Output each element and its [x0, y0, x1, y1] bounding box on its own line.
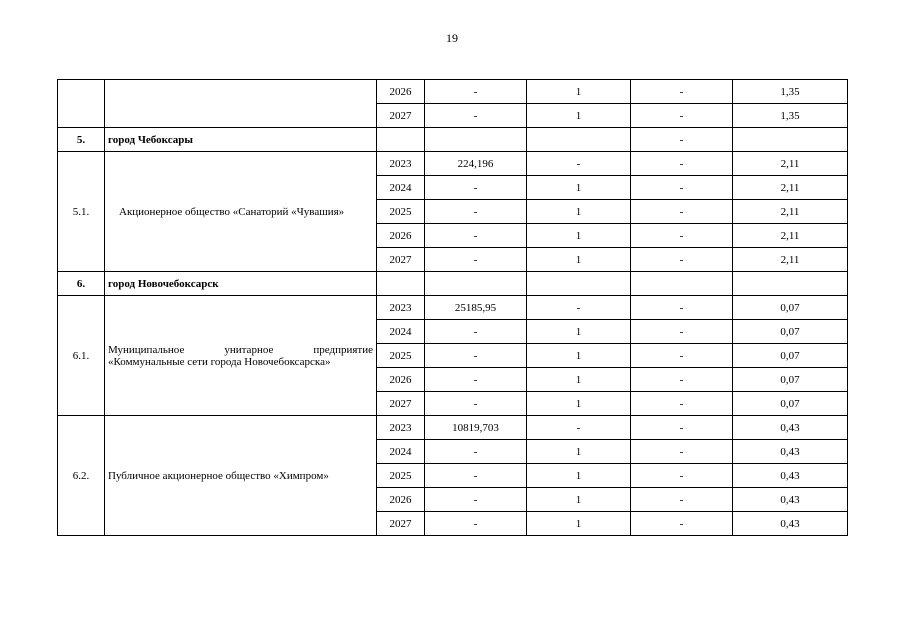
entry-name: Публичное акционерное общество «Химпром»: [105, 416, 377, 536]
value-cell: 1: [527, 512, 631, 536]
year-cell: 2024: [377, 176, 425, 200]
value-cell: 1: [527, 224, 631, 248]
volume-cell: -: [425, 464, 527, 488]
value-cell: 1: [527, 488, 631, 512]
value-cell: 0,43: [733, 488, 848, 512]
value-cell: 1: [527, 320, 631, 344]
empty-cell: [425, 128, 527, 152]
volume-cell: -: [425, 248, 527, 272]
empty-cell: [733, 128, 848, 152]
entry-number: 6.2.: [58, 416, 105, 536]
table-row: [58, 152, 848, 176]
empty-cell: [377, 128, 425, 152]
year-cell: 2025: [377, 464, 425, 488]
value-cell: 1: [527, 176, 631, 200]
value-cell: 1,35: [733, 104, 848, 128]
volume-cell: -: [425, 488, 527, 512]
volume-cell: -: [425, 176, 527, 200]
value-cell: -: [631, 368, 733, 392]
value-cell: -: [527, 416, 631, 440]
volume-cell: -: [425, 368, 527, 392]
section-title: город Новочебоксарск: [105, 272, 377, 296]
year-cell: 2025: [377, 200, 425, 224]
data-table: [57, 79, 848, 536]
section-number: 6.: [58, 272, 105, 296]
value-cell: 1,35: [733, 80, 848, 104]
volume-cell: 10819,703: [425, 416, 527, 440]
value-cell: -: [631, 464, 733, 488]
year-cell: 2023: [377, 416, 425, 440]
section-number: 5.: [58, 128, 105, 152]
year-cell: 2025: [377, 344, 425, 368]
value-cell: 2,11: [733, 152, 848, 176]
value-cell: -: [631, 128, 733, 152]
value-cell: -: [631, 224, 733, 248]
table-row: [58, 296, 848, 320]
value-cell: 0,07: [733, 320, 848, 344]
year-cell: 2027: [377, 248, 425, 272]
value-cell: 0,43: [733, 512, 848, 536]
empty-cell: [733, 272, 848, 296]
value-cell: -: [631, 248, 733, 272]
section-row: [58, 272, 848, 296]
value-cell: -: [631, 104, 733, 128]
entry-number: 6.1.: [58, 296, 105, 416]
year-cell: 2027: [377, 392, 425, 416]
year-cell: 2027: [377, 104, 425, 128]
value-cell: -: [631, 320, 733, 344]
empty-cell: [527, 128, 631, 152]
volume-cell: -: [425, 80, 527, 104]
year-cell: 2027: [377, 512, 425, 536]
value-cell: -: [631, 176, 733, 200]
name-cell: [105, 80, 377, 128]
value-cell: 0,43: [733, 416, 848, 440]
value-cell: 2,11: [733, 248, 848, 272]
section-title: город Чебоксары: [105, 128, 377, 152]
volume-cell: -: [425, 512, 527, 536]
value-cell: 1: [527, 368, 631, 392]
value-cell: 0,43: [733, 464, 848, 488]
year-cell: 2026: [377, 80, 425, 104]
volume-cell: 25185,95: [425, 296, 527, 320]
value-cell: 0,43: [733, 440, 848, 464]
year-cell: 2026: [377, 368, 425, 392]
volume-cell: -: [425, 320, 527, 344]
entry-name: Акционерное общество «Санаторий «Чувашия»: [105, 152, 377, 272]
value-cell: 0,07: [733, 344, 848, 368]
value-cell: -: [631, 440, 733, 464]
value-cell: -: [527, 296, 631, 320]
table-row: [58, 416, 848, 440]
year-cell: 2026: [377, 224, 425, 248]
year-cell: 2023: [377, 152, 425, 176]
year-cell: 2024: [377, 440, 425, 464]
value-cell: -: [631, 152, 733, 176]
value-cell: -: [631, 80, 733, 104]
value-cell: -: [631, 488, 733, 512]
value-cell: -: [631, 416, 733, 440]
entry-number: 5.1.: [58, 152, 105, 272]
value-cell: 0,07: [733, 296, 848, 320]
table-row: [58, 80, 848, 104]
entry-name: Муниципальное унитарное предприятие «Коммунальные сети города Новочебоксарска»: [105, 296, 377, 416]
value-cell: 1: [527, 464, 631, 488]
page-number: 19: [446, 31, 458, 45]
value-cell: -: [631, 512, 733, 536]
value-cell: 1: [527, 344, 631, 368]
volume-cell: -: [425, 440, 527, 464]
value-cell: 0,07: [733, 392, 848, 416]
volume-cell: -: [425, 224, 527, 248]
year-cell: 2026: [377, 488, 425, 512]
number-cell: [58, 80, 105, 128]
empty-cell: [527, 272, 631, 296]
value-cell: 1: [527, 200, 631, 224]
value-cell: -: [631, 200, 733, 224]
value-cell: 2,11: [733, 176, 848, 200]
empty-cell: [425, 272, 527, 296]
value-cell: 1: [527, 392, 631, 416]
value-cell: -: [631, 392, 733, 416]
value-cell: 1: [527, 80, 631, 104]
volume-cell: 224,196: [425, 152, 527, 176]
volume-cell: -: [425, 344, 527, 368]
value-cell: 1: [527, 104, 631, 128]
year-cell: 2024: [377, 320, 425, 344]
value-cell: 0,07: [733, 368, 848, 392]
value-cell: -: [631, 344, 733, 368]
empty-cell: [377, 272, 425, 296]
volume-cell: -: [425, 392, 527, 416]
value-cell: 1: [527, 248, 631, 272]
value-cell: 1: [527, 440, 631, 464]
empty-cell: [631, 272, 733, 296]
value-cell: -: [527, 152, 631, 176]
year-cell: 2023: [377, 296, 425, 320]
value-cell: 2,11: [733, 224, 848, 248]
value-cell: 2,11: [733, 200, 848, 224]
volume-cell: -: [425, 104, 527, 128]
volume-cell: -: [425, 200, 527, 224]
section-row: [58, 128, 848, 152]
value-cell: -: [631, 296, 733, 320]
